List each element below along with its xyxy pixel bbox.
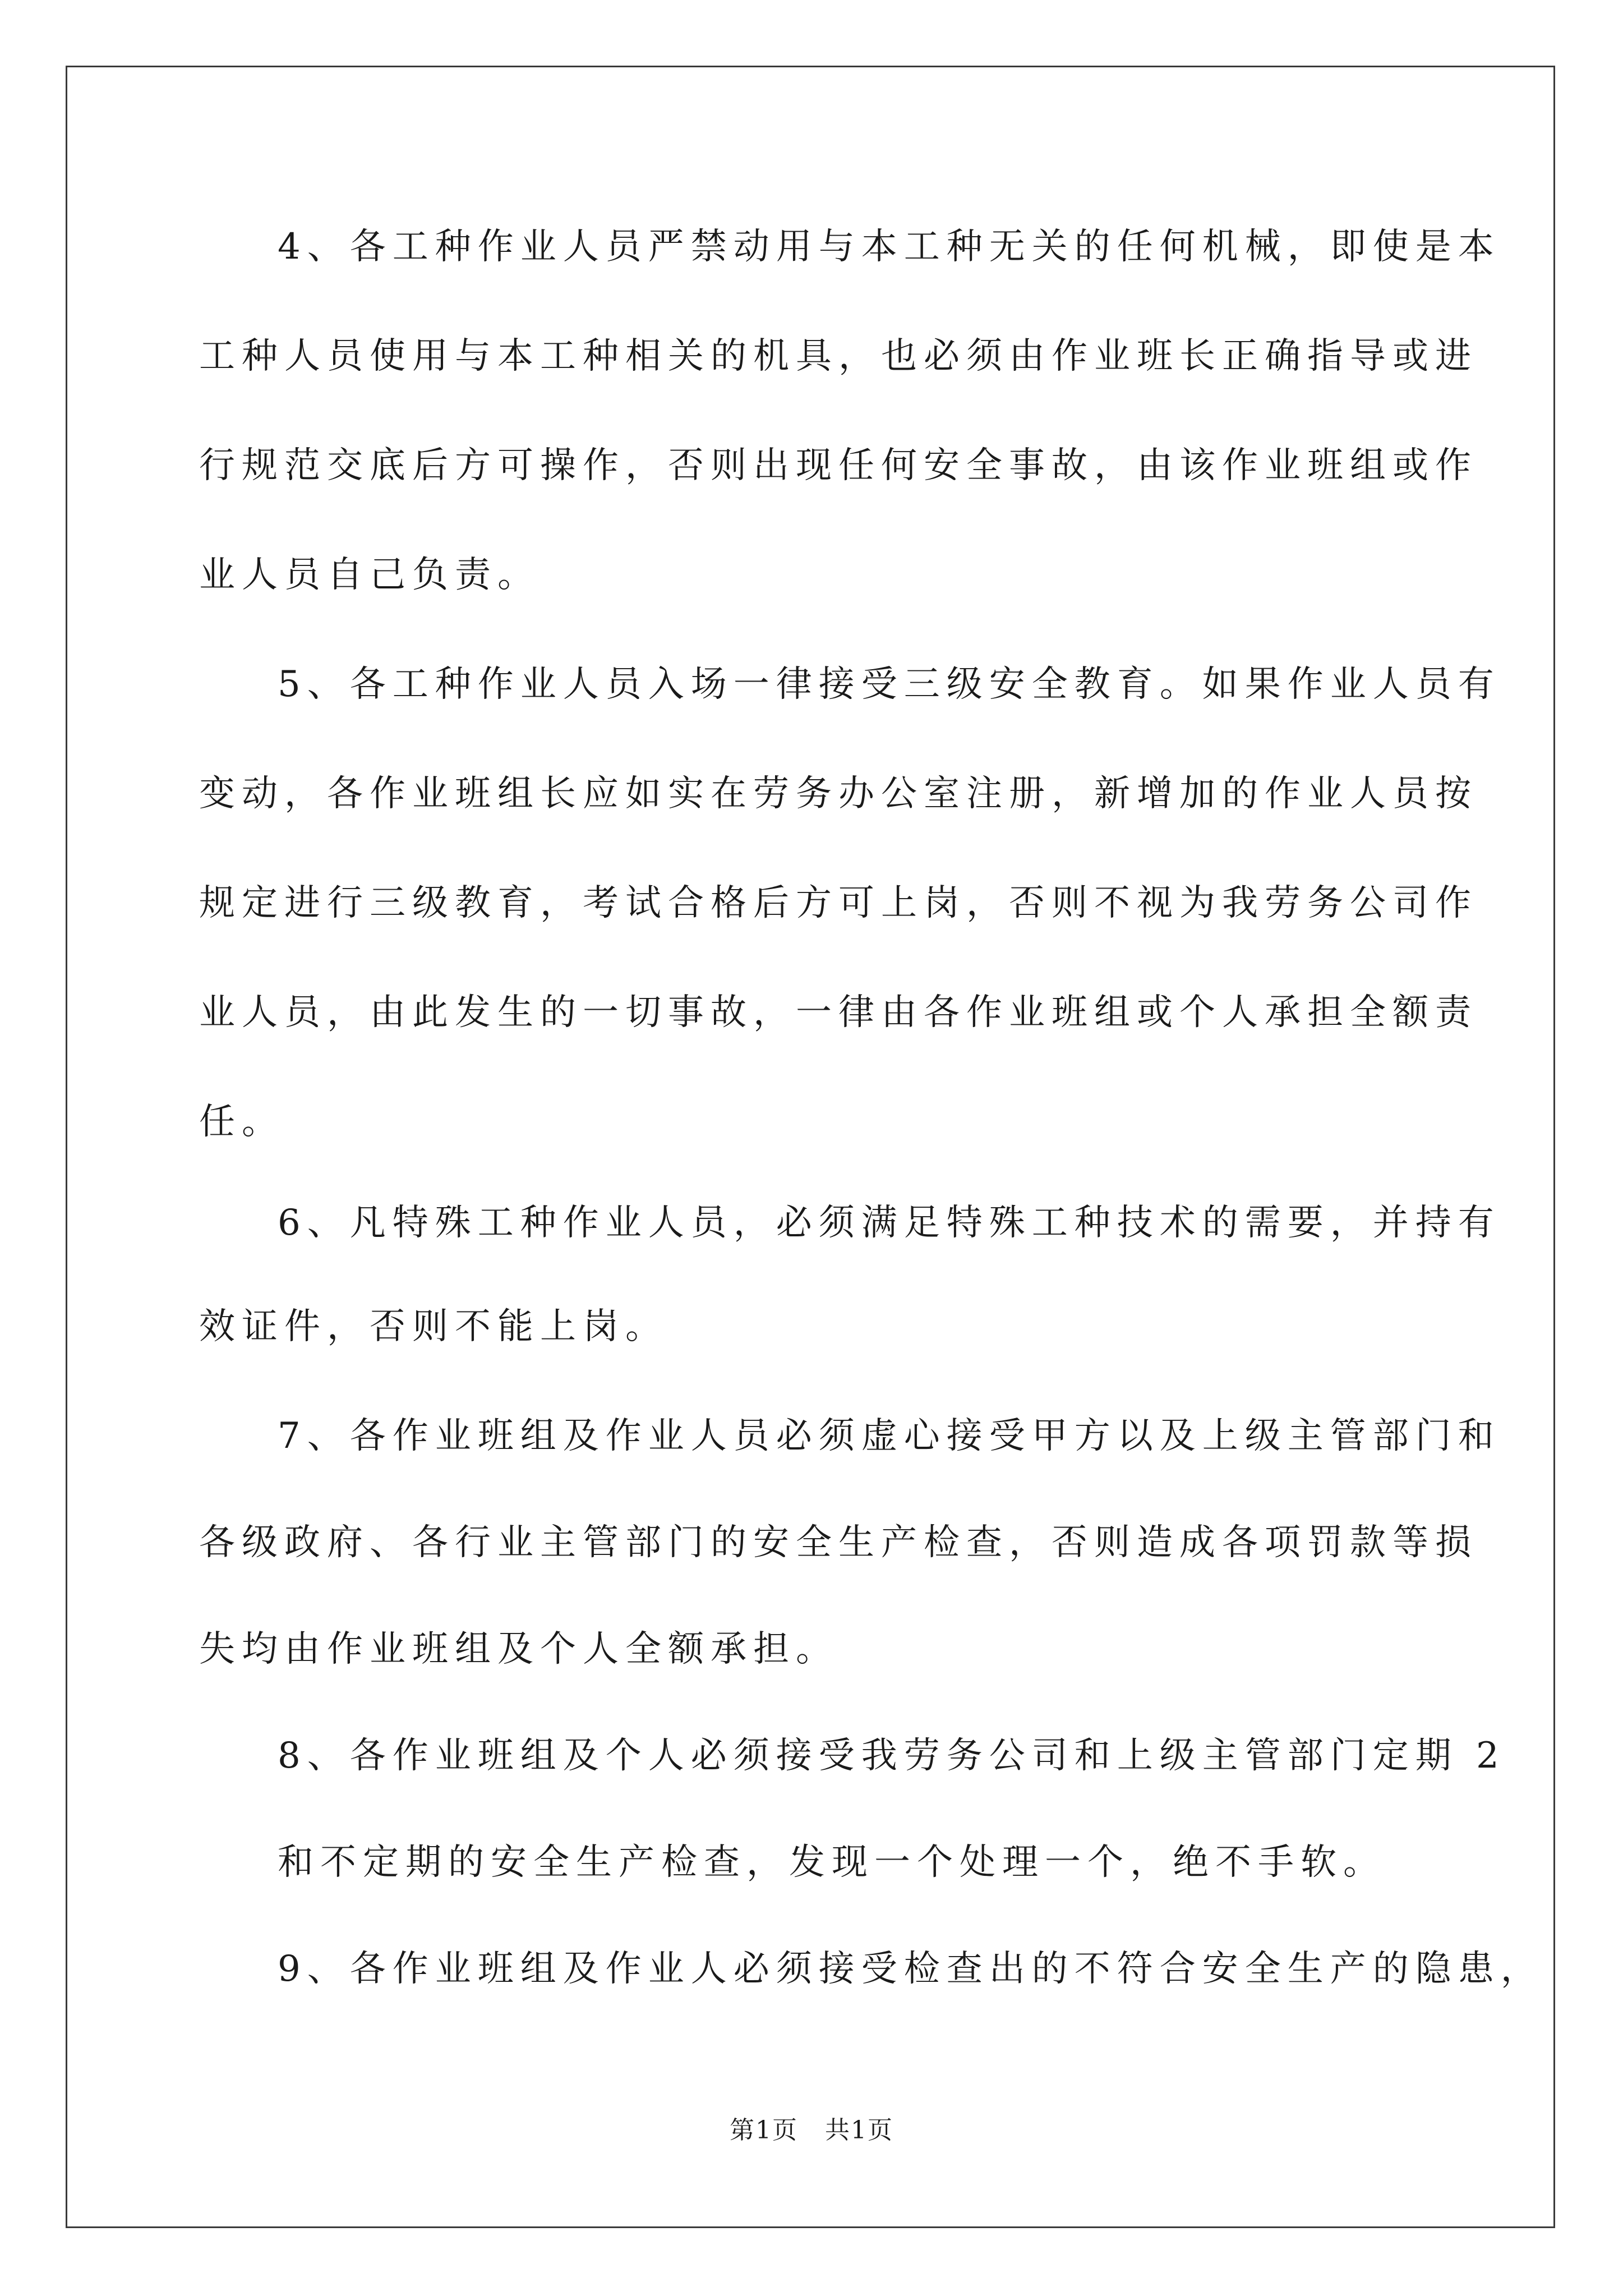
para-5-line-1: 5、各工种作业人员入场一律接受三级安全教育。如果作业人员有 [278, 664, 1501, 705]
para-8-line-2: 和不定期的安全生产检查，发现一个处理一个，绝不手软。 [278, 1842, 1386, 1883]
para-5-line-4: 业人员，由此发生的一切事故，一律由各作业班组或个人承担全额责 [199, 992, 1478, 1033]
para-4-line-1: 4、各工种作业人员严禁动用与本工种无关的任何机械，即使是本 [278, 226, 1501, 268]
para-9-line-1: 9、各作业班组及作业人必须接受检查出的不符合安全生产的隐患， [278, 1948, 1543, 1990]
para-8-line-1: 8、各作业班组及个人必须接受我劳务公司和上级主管部门定期 2 [278, 1735, 1506, 1777]
para-4-line-4: 业人员自己负责。 [199, 554, 540, 596]
para-4-line-2: 工种人员使用与本工种相关的机具，也必须由作业班长正确指导或进 [199, 335, 1478, 377]
para-5-line-2: 变动，各作业班组长应如实在劳务办公室注册，新增加的作业人员按 [199, 773, 1478, 815]
para-7-line-2: 各级政府、各行业主管部门的安全生产检查，否则造成各项罚款等损 [199, 1522, 1478, 1563]
para-5-line-3: 规定进行三级教育，考试合格后方可上岗，否则不视为我劳务公司作 [199, 882, 1478, 924]
page-border [66, 66, 1555, 2228]
para-6-line-1: 6、凡特殊工种作业人员，必须满足特殊工种技术的需要，并持有 [278, 1202, 1501, 1244]
para-7-line-1: 7、各作业班组及作业人员必须虚心接受甲方以及上级主管部门和 [278, 1415, 1501, 1457]
page-number-footer: 第1页 共1页 [730, 2116, 893, 2145]
para-6-line-2: 效证件，否则不能上岗。 [199, 1306, 668, 1347]
para-5-line-5: 任。 [199, 1101, 284, 1143]
para-7-line-3: 失均由作业班组及个人全额承担。 [199, 1628, 838, 1670]
para-4-line-3: 行规范交底后方可操作，否则出现任何安全事故，由该作业班组或作 [199, 445, 1478, 486]
